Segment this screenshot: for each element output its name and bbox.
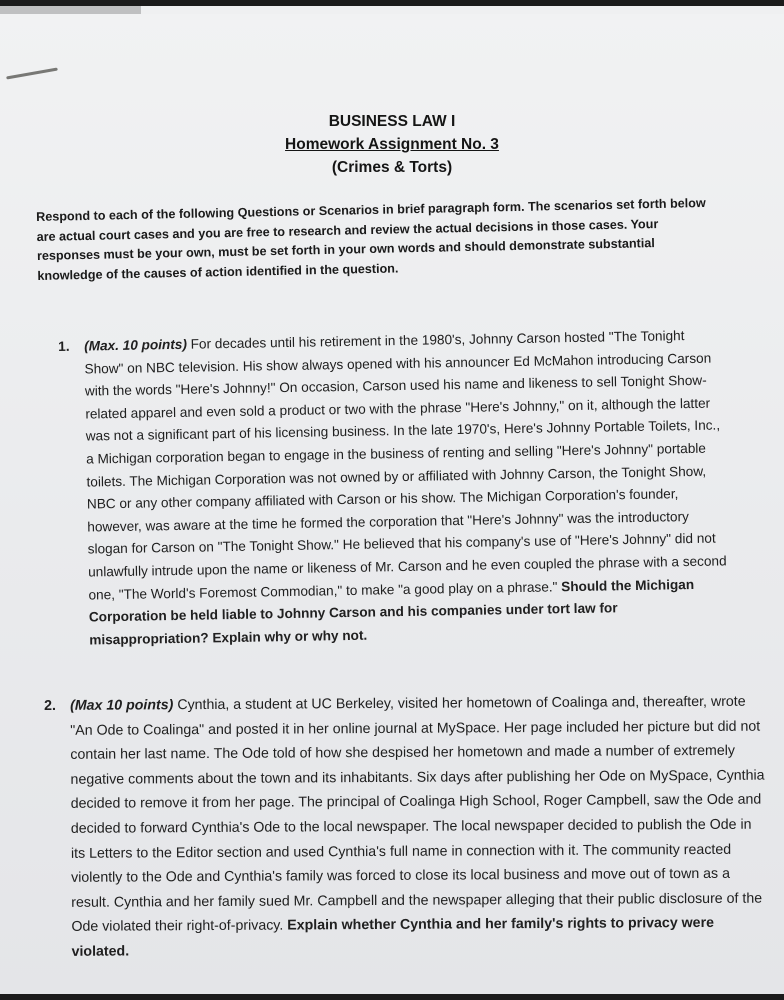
question-1 bbox=[58, 324, 729, 652]
topic-title: (Crimes & Torts) bbox=[331, 159, 453, 176]
question-prompt: Should the Michigan Corporation be held liable to Johnny Carson and his companies under tort law for misappropriation? Explain why or why not. bbox=[88, 576, 695, 648]
question-2 bbox=[44, 690, 770, 965]
assignment-title: Homework Assignment No. 3 bbox=[285, 136, 499, 153]
question-number: 1. bbox=[58, 338, 70, 354]
question-text: For decades until his retirement in the 1980's, Johnny Carson hosted "The Tonight Show" on NBC television. His show always opened with his announcer Ed McMahon introducing Carson with the words "Here's Johnny!" On occasion, Carson used his name and likeness to sell Tonight Show-related apparel and even sold a product or two with the phrase "Here's Johnny," on it, although the latter was not a significant part of his licensing business. In the late 1970's, Here's Johnny Portable Toilets, Inc., a Michigan corporation began to engage in the business of renting and selling "Here's Johnny" portable toilets. The Michigan Corporation was not owned by or affiliated with Johnny Carson, the Tonight Show, NBC or any other company affiliated with Carson or his show. The Michigan Corporation's founder, however, was aware at the time he formed the corporation that "Here's Johnny" was the introductory slogan for Carson on "The Tonight Show." He believed that his company's use of "Here's Johnny" did not unlawfully intrude upon the name or likeness of Mr. Carson and he even coupled the phrase with a second one, "The World's Foremost Commodian," to make "a good play on a phrase." bbox=[84, 328, 727, 603]
instructions-paragraph: Respond to each of the following Questions or Scenarios in brief paragraph form. The scenarios set forth below are actual court cases and you are free to research and review the actual decisions in those cases. Your responses must be your own, must be set forth in your own words and should demonstrate substantial knowledge of the causes of action identified in the question. bbox=[36, 195, 706, 283]
top-edge-shadow bbox=[0, 6, 784, 14]
question-prompt: Explain whether Cynthia and her family's rights to privacy were violated. bbox=[71, 915, 715, 960]
course-title: BUSINESS LAW I bbox=[328, 113, 456, 130]
question-points: (Max 10 points) bbox=[70, 697, 174, 714]
pen-mark bbox=[6, 68, 58, 80]
document-page bbox=[0, 6, 784, 994]
question-points: (Max. 10 points) bbox=[84, 336, 188, 354]
question-number: 2. bbox=[44, 697, 56, 714]
question-text: Cynthia, a student at UC Berkeley, visited her hometown of Coalinga and, thereafter, wrote "An Ode to Coalinga" and posted it in her online journal at MySpace. Her page included her picture but did not contain her last name. The Ode told of how she despised her hometown and made a number of extremely negative comments about the town and its inhabitants. Six days after publishing her Ode on MySpace, Cynthia decided to remove it from her page. The principal of Coalinga High School, Roger Campbell, saw the Ode and decided to forward Cynthia's Ode to the local newspaper. The local newspaper decided to publish the Ode in its Letters to the Editor section and used Cynthia's full name in connection with it. The community reacted violently to the Ode and Cynthia's family was forced to close its local business and move out of town as a result. Cynthia and her family sued Mr. Campbell and the newspaper alleging that their public disclosure of the Ode violated their right-of-privacy. bbox=[70, 693, 765, 936]
document-header bbox=[0, 110, 784, 179]
